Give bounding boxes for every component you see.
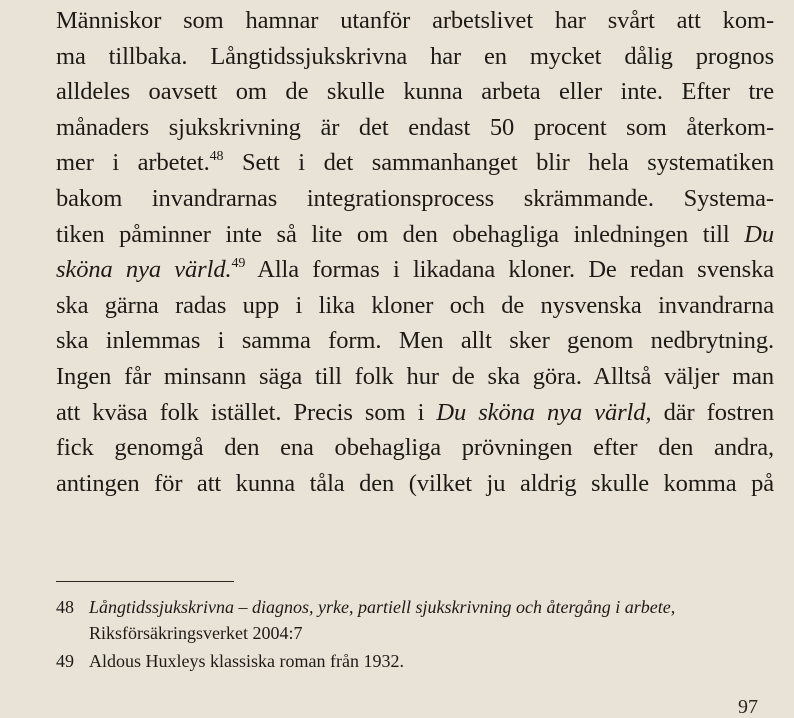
text-line [56,289,774,324]
text-run: antingen för att kunna tåla den (vilket ju aldrig skulle komma på [56,469,774,497]
text-run: fick genomgå den ena obehagliga prövningen efter den andra, [56,434,774,462]
text-run: bakom invandrarnas integrationsprocess skrämmande. Systema- [56,185,774,212]
text-run: mer i arbetet. [56,149,210,177]
footnote-48 [56,594,776,620]
text-line [56,360,774,395]
footnote-reference[interactable]: 49 [231,256,246,272]
text-run: månaders sjukskrivning är det endast 50 procent som återkom- [56,113,774,141]
italic-title: Du sköna nya värld, [436,398,652,426]
text-run: Ingen får minsann säga till folk hur de ska göra. Alltså väljer man [56,363,774,390]
text-run: Människor som hamnar utanför arbetslivet har svårt att kom- [56,7,774,34]
text-line [56,40,774,75]
text-line [56,218,774,253]
text-line [56,111,774,146]
text-line [56,396,774,431]
text-line [56,182,774,217]
footnote-reference[interactable]: 48 [209,149,224,165]
text-run: Sett i det sammanhanget blir hela systematiken [223,149,774,177]
footnote-number: 49 [56,651,74,671]
text-line [56,75,774,110]
page-number: 97 [738,696,758,718]
text-run: alldeles oavsett om de skulle kunna arbeta eller inte. Efter tre [56,78,774,106]
text-line [56,467,774,502]
text-line [56,324,774,359]
footnote-text: Aldous Huxleys klassiska roman från 1932. [89,651,404,671]
text-line [56,146,774,181]
footnote-rule [56,581,234,582]
text-line [56,431,774,466]
text-run: ska inlemmas i samma form. Men allt sker genom nedbrytning. [56,327,774,355]
footnote-title: Långtidssjukskrivna – diagnos, yrke, partiell sjukskrivning och återgång i arbete, [89,597,676,617]
text-run: ma tillbaka. Långtidssjukskrivna har en mycket dålig prognos [56,42,774,70]
text-line [56,253,774,288]
text-run: att kväsa folk istället. Precis som i [56,398,437,426]
footnote-48-continuation: Riksförsäkringsverket 2004:7 [89,623,303,643]
text-run: där fostren [651,398,774,426]
italic-title: sköna nya värld. [56,256,232,284]
text-run: Alla formas i likadana kloner. De redan svenska [245,256,775,284]
footnote-49 [56,648,776,674]
italic-title: Du [744,220,774,248]
text-run: ska gärna radas upp i lika kloner och de nysvenska invandrarna [56,291,774,319]
footnote-number: 48 [56,597,74,617]
text-run: tiken påminner inte så lite om den obehagliga inledningen till [56,220,745,248]
text-line [56,4,774,39]
